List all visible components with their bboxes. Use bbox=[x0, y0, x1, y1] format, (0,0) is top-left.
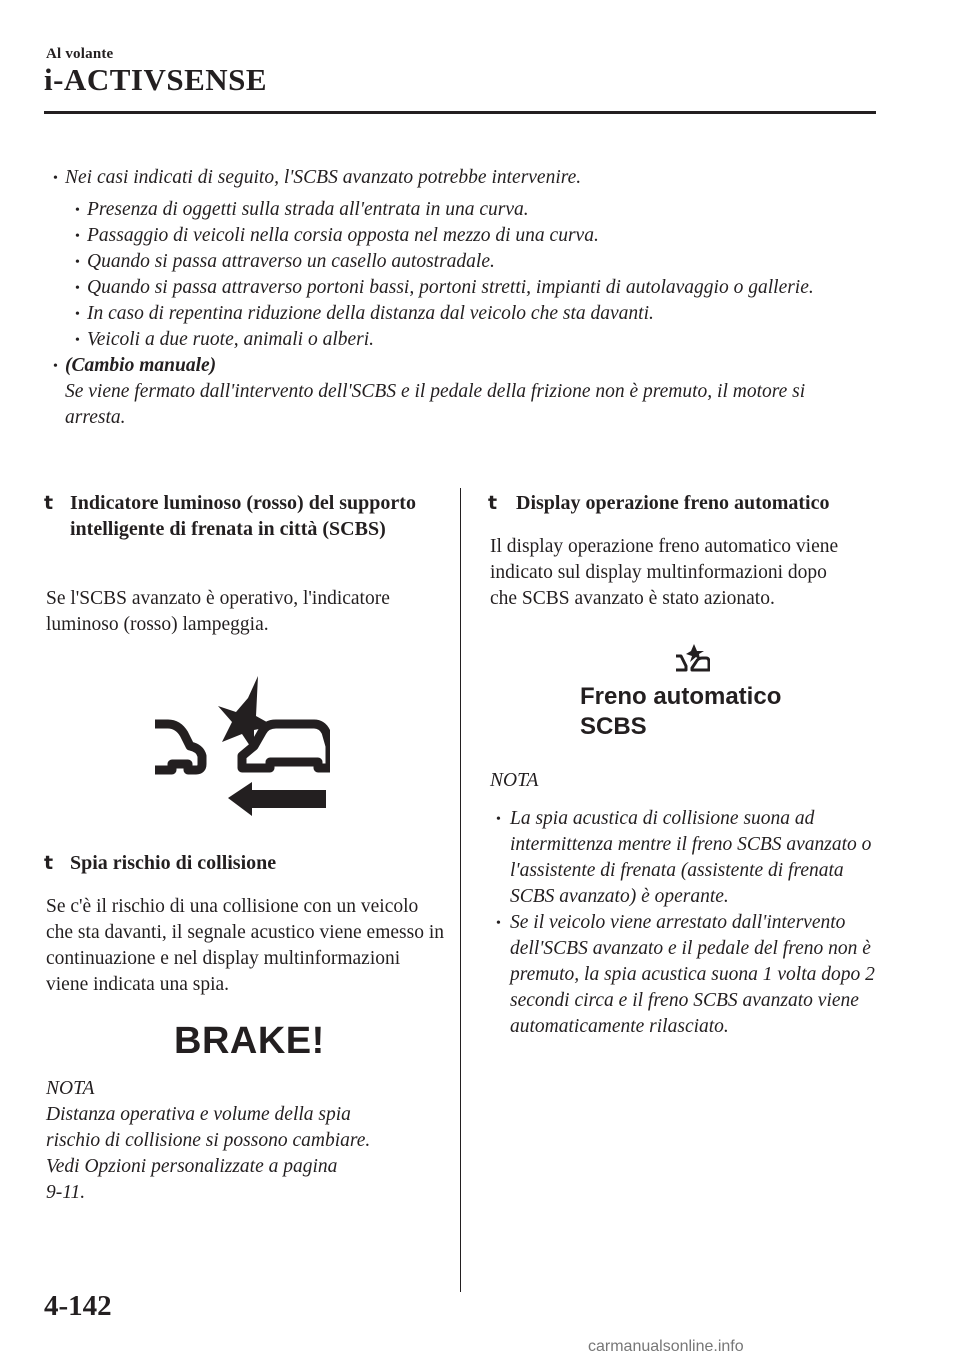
header-rule bbox=[44, 111, 876, 114]
manual-transmission-text: Se viene fermato dall'intervento dell'SCBS e il pedale della frizione non è premuto, il motore si arresta. bbox=[65, 381, 806, 428]
top-bullet-list bbox=[47, 165, 887, 431]
watermark: carmanualsonline.info bbox=[588, 1338, 744, 1355]
heading-text: Display operazione freno automatico bbox=[516, 492, 830, 514]
heading-text: Indicatore luminoso (rosso) del supporto intelligente di frenata in città (SCBS) bbox=[70, 492, 416, 540]
section-marker-icon: t bbox=[488, 492, 498, 514]
bullet-icon: • bbox=[75, 307, 80, 322]
bullet-icon: • bbox=[75, 281, 80, 296]
column-divider bbox=[460, 488, 461, 1292]
display-line-1: Freno automatico bbox=[580, 683, 782, 710]
bullet-icon: • bbox=[53, 171, 58, 186]
bullet-icon: • bbox=[496, 916, 501, 931]
left-note bbox=[46, 1076, 446, 1206]
bullet-icon: • bbox=[75, 203, 80, 218]
list-item-text: Nei casi indicati di seguito, l'SCBS avanzato potrebbe intervenire. bbox=[65, 167, 582, 188]
section-marker-icon: t bbox=[44, 852, 54, 874]
list-item bbox=[490, 806, 880, 910]
brake-warning-display: BRAKE! bbox=[174, 1020, 325, 1062]
note-label: NOTA bbox=[46, 1078, 95, 1099]
scbs-warning-icon bbox=[150, 676, 330, 821]
bullet-icon: • bbox=[75, 333, 80, 348]
heading-text: Spia rischio di collisione bbox=[70, 852, 277, 874]
collision-warning-description: Se c'è il rischio di una collisione con un veicolo che sta davanti, il segnale acustico viene emesso in continuazione e nel display multinformazioni viene indicata una spia. bbox=[46, 896, 444, 995]
note-line: 9-11. bbox=[46, 1182, 86, 1203]
list-item bbox=[47, 327, 887, 353]
list-item bbox=[490, 910, 880, 1040]
heading-auto-brake-display bbox=[488, 490, 888, 516]
section-label: Al volante bbox=[46, 46, 114, 62]
note-line: Distanza operativa e volume della spia bbox=[46, 1104, 351, 1125]
list-item-text: Quando si passa attraverso portoni bassi, portoni stretti, impianti di autolavaggio o gallerie. bbox=[87, 277, 814, 298]
list-item bbox=[47, 353, 865, 431]
right-note bbox=[490, 768, 880, 1040]
list-item bbox=[47, 223, 887, 249]
list-item bbox=[47, 301, 887, 327]
list-item-text: La spia acustica di collisione suona ad intermittenza mentre il freno SCBS avanzato o l'assistente di frenata (assistente di frenata SCBS avanzato) è operante. bbox=[510, 808, 872, 907]
note-line: Vedi Opzioni personalizzate a pagina bbox=[46, 1156, 338, 1177]
list-item bbox=[47, 197, 887, 223]
list-item-text: Presenza di oggetti sulla strada all'entrata in una curva. bbox=[87, 199, 529, 220]
list-item-text: Passaggio di veicoli nella corsia opposta nel mezzo di una curva. bbox=[87, 225, 599, 246]
section-marker-icon: t bbox=[44, 492, 54, 514]
list-item-text: In caso di repentina riduzione della distanza dal veicolo che sta davanti. bbox=[87, 303, 654, 324]
list-item bbox=[47, 165, 887, 191]
auto-brake-display-description: Il display operazione freno automatico viene indicato sul display multinformazioni dopo che SCBS avanzato è stato azionato. bbox=[490, 536, 839, 609]
page-number: 4-142 bbox=[44, 1290, 112, 1322]
bullet-icon: • bbox=[53, 359, 58, 374]
bullet-icon: • bbox=[75, 255, 80, 270]
auto-brake-icon bbox=[674, 644, 710, 674]
manual-transmission-title: (Cambio manuale) bbox=[65, 355, 217, 376]
list-item-text: Quando si passa attraverso un casello autostradale. bbox=[87, 251, 495, 272]
auto-brake-display-panel bbox=[580, 682, 781, 742]
list-item-text: Se il veicolo viene arrestato dall'intervento dell'SCBS avanzato e il pedale del freno non è premuto, la spia acustica suona 1 volta dopo 2 secondi circa e il freno SCBS avanzato viene automaticamente rilasciato. bbox=[510, 912, 875, 1037]
bullet-icon: • bbox=[75, 229, 80, 244]
heading-collision-warning bbox=[44, 850, 444, 876]
chapter-title: i-ACTIVSENSE bbox=[44, 62, 268, 97]
list-item-text: Veicoli a due ruote, animali o alberi. bbox=[87, 329, 375, 350]
list-item bbox=[47, 249, 887, 275]
bullet-icon: • bbox=[496, 812, 501, 827]
note-label: NOTA bbox=[490, 770, 539, 791]
display-line-2: SCBS bbox=[580, 713, 647, 740]
note-line: rischio di collisione si possono cambiare. bbox=[46, 1130, 371, 1151]
list-item bbox=[47, 275, 867, 301]
scbs-indicator-description: Se l'SCBS avanzato è operativo, l'indicatore luminoso (rosso) lampeggia. bbox=[46, 588, 390, 635]
heading-scbs-indicator bbox=[44, 490, 444, 542]
